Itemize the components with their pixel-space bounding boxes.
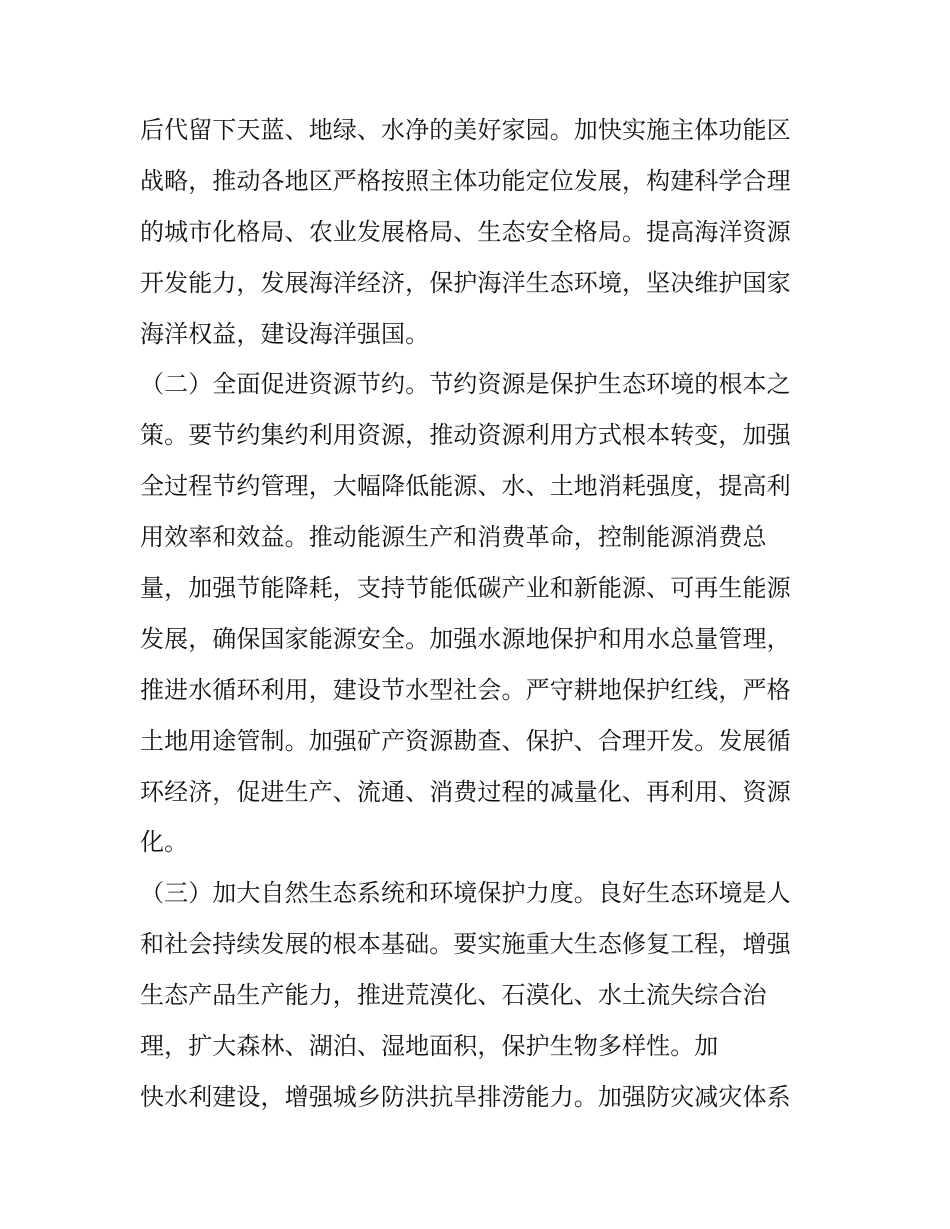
text-line: 发展，确保国家能源安全。加强水源地保护和用水总量管理， xyxy=(140,624,791,653)
text-line: 快水利建设，增强城乡防洪抗旱排涝能力。加强防灾减灾体系 xyxy=(140,1082,791,1111)
text-line: 化。 xyxy=(140,828,189,857)
text-line: 用效率和效益。推动能源生产和消费革命，控制能源消费总 xyxy=(140,523,767,552)
text-line: 的城市化格局、农业发展格局、生态安全格局。提高海洋资源 xyxy=(140,217,791,246)
text-line: 海洋权益，建设海洋强国。 xyxy=(140,319,430,348)
text-line: 策。要节约集约利用资源，推动资源利用方式根本转变，加强 xyxy=(140,421,791,450)
text-line: 全过程节约管理，大幅降低能源、水、土地消耗强度，提高利 xyxy=(140,472,791,501)
text-line: 环经济，促进生产、流通、消费过程的减量化、再利用、资源 xyxy=(140,777,791,806)
text-line: 开发能力，发展海洋经济，保护海洋生态环境，坚决维护国家 xyxy=(140,268,791,297)
text-line: 和社会持续发展的根本基础。要实施重大生态修复工程，增强 xyxy=(140,930,791,959)
body-text xyxy=(140,110,820,1128)
text-line: 量，加强节能降耗，支持节能低碳产业和新能源、可再生能源 xyxy=(140,574,791,603)
text-line: 生态产品生产能力，推进荒漠化、石漠化、水土流失综合治 xyxy=(140,981,767,1010)
section-heading-line: （二）全面促进资源节约。节约资源是保护生态环境的根本之 xyxy=(140,370,791,399)
text-line: 土地用途管制。加强矿产资源勘查、保护、合理开发。发展循 xyxy=(140,726,791,755)
text-line: 战略，推动各地区严格按照主体功能定位发展，构建科学合理 xyxy=(140,166,791,195)
section-heading-line: （三）加大自然生态系统和环境保护力度。良好生态环境是人 xyxy=(140,879,791,908)
text-line: 后代留下天蓝、地绿、水净的美好家园。加快实施主体功能区 xyxy=(140,116,791,144)
text-line: 理，扩大森林、湖泊、湿地面积，保护生物多样性。加 xyxy=(140,1032,719,1061)
text-line: 推进水循环利用，建设节水型社会。严守耕地保护红线，严格 xyxy=(140,675,791,704)
